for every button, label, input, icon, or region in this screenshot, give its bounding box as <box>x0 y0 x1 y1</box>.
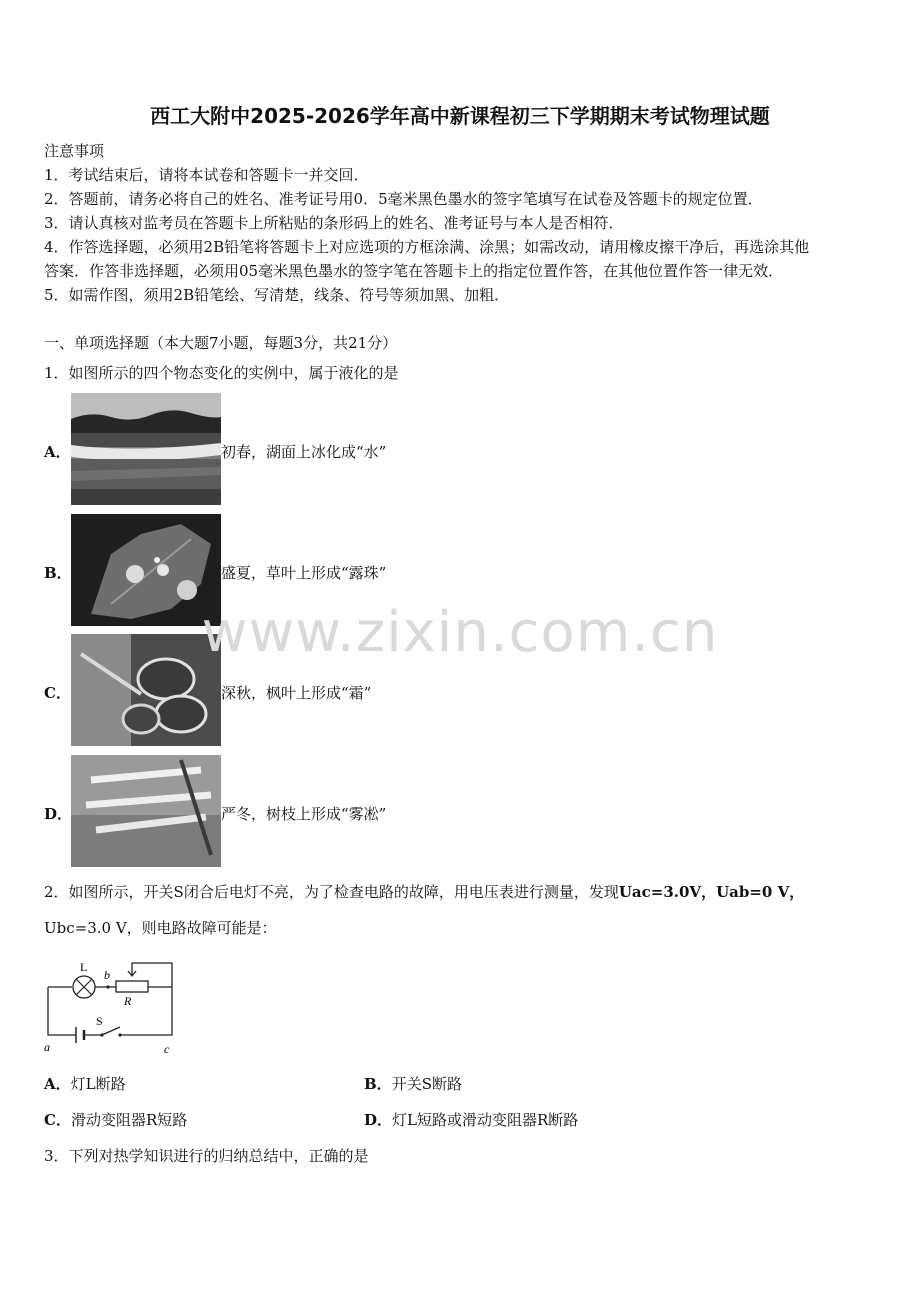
option-b-letter: B． <box>44 564 72 582</box>
question-2-stem-cont: Ubc=3.0 V，则电路故障可能是： <box>44 919 277 937</box>
notice-item: 3．请认真核对监考员在答题卡上所粘贴的条形码上的姓名、准考证号与本人是否相符． <box>44 214 624 232</box>
rime-branch-photo <box>71 755 221 867</box>
label-L: L <box>80 960 88 974</box>
notice-item: 1．考试结束后，请将本试卷和答题卡一并交回． <box>44 166 369 184</box>
notice-item: 2．答题前，请务必将自己的姓名、准考证号用0．5毫米黑色墨水的签字笔填写在试卷及答题卡的规定位置． <box>44 190 763 208</box>
lake-ice-photo <box>71 393 221 505</box>
question-2-stem <box>44 881 804 902</box>
label-S: S <box>96 1014 103 1028</box>
option-d-letter: D． <box>44 805 73 823</box>
circuit-diagram <box>40 955 190 1055</box>
notice-item: 4．作答选择题，必须用2B铅笔将答题卡上对应选项的方框涂满、涂黑；如需改动，请用橡皮擦干净后，再选涂其他 <box>44 238 810 256</box>
option-b-text: 盛夏，草叶上形成“露珠” <box>221 564 387 582</box>
option-a-letter: A． <box>44 443 71 461</box>
label-c: c <box>164 1042 170 1055</box>
question-3-stem: 3．下列对热学知识进行的归纳总结中，正确的是 <box>44 1147 369 1165</box>
q2-option-a: A．灯L断路 <box>44 1075 126 1093</box>
notice-item: 答案．作答非选择题，必须用05毫米黑色墨水的签字笔在答题卡上的指定位置作答，在其他位置作答一律无效． <box>44 262 784 280</box>
label-R: R <box>124 994 132 1008</box>
question-2-stem-text: 2．如图所示，开关S闭合后电灯不亮，为了检查电路的故障，用电压表进行测量，发现 <box>44 883 619 901</box>
label-a: a <box>44 1040 50 1054</box>
option-c-text: 深秋，枫叶上形成“霜” <box>221 684 372 702</box>
question-2-voltages: Uac=3.0V，Uab=0 V， <box>618 883 805 901</box>
q2-option-c: C．滑动变阻器R短路 <box>44 1111 188 1129</box>
option-c-letter: C． <box>44 684 71 702</box>
q2-option-d: D．灯L短路或滑动变阻器R断路 <box>364 1111 579 1129</box>
page-title: 西工大附中2025-2026学年高中新课程初三下学期期末考试物理试题 <box>150 104 770 128</box>
notice-heading: 注意事项 <box>44 142 105 160</box>
section-heading: 一、单项选择题（本大题7小题，每题3分，共21分） <box>44 334 398 352</box>
option-a-text: 初春，湖面上冰化成“水” <box>221 443 387 461</box>
option-d-text: 严冬，树枝上形成“雾凇” <box>221 805 387 823</box>
question-1-stem: 1．如图所示的四个物态变化的实例中，属于液化的是 <box>44 364 399 382</box>
watermark: www.zixin.com.cn <box>201 600 719 665</box>
notice-item: 5．如需作图，须用2B铅笔绘、写清楚，线条、符号等须加黑、加粗． <box>44 286 510 304</box>
label-b: b <box>104 968 110 982</box>
q2-option-b: B．开关S断路 <box>364 1075 462 1093</box>
